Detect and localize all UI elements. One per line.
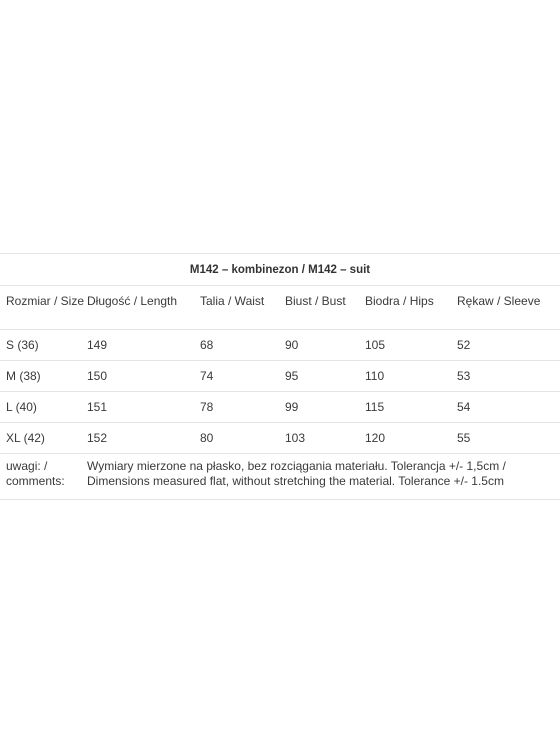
cell-waist: 80	[200, 423, 285, 454]
table-title: M142 – kombinezon / M142 – suit	[0, 254, 560, 286]
cell-size: L (40)	[0, 392, 87, 423]
cell-hips: 115	[365, 392, 457, 423]
comments-row	[0, 454, 560, 500]
size-chart-table	[0, 253, 560, 500]
cell-size: S (36)	[0, 330, 87, 361]
header-waist: Talia / Waist	[200, 286, 285, 330]
cell-sleeve: 53	[457, 361, 560, 392]
cell-sleeve: 54	[457, 392, 560, 423]
table-row	[0, 361, 560, 392]
cell-bust: 95	[285, 361, 365, 392]
cell-bust: 90	[285, 330, 365, 361]
table-header-row	[0, 286, 560, 330]
cell-hips: 105	[365, 330, 457, 361]
header-hips: Biodra / Hips	[365, 286, 457, 330]
header-sleeve: Rękaw / Sleeve	[457, 286, 560, 330]
cell-size: M (38)	[0, 361, 87, 392]
header-bust: Biust / Bust	[285, 286, 365, 330]
cell-hips: 120	[365, 423, 457, 454]
cell-waist: 68	[200, 330, 285, 361]
cell-hips: 110	[365, 361, 457, 392]
table-row	[0, 423, 560, 454]
cell-length: 152	[87, 423, 200, 454]
comments-text: Wymiary mierzone na płasko, bez rozciągania materiału. Tolerancja +/- 1,5cm / Dimensions measured flat, without stretching the material. Tolerance +/- 1.5cm	[87, 454, 560, 500]
cell-waist: 74	[200, 361, 285, 392]
cell-length: 149	[87, 330, 200, 361]
cell-bust: 103	[285, 423, 365, 454]
cell-waist: 78	[200, 392, 285, 423]
cell-sleeve: 52	[457, 330, 560, 361]
cell-size: XL (42)	[0, 423, 87, 454]
cell-sleeve: 55	[457, 423, 560, 454]
cell-bust: 99	[285, 392, 365, 423]
cell-length: 151	[87, 392, 200, 423]
table-row	[0, 392, 560, 423]
header-length: Długość / Length	[87, 286, 200, 330]
table-title-row	[0, 254, 560, 286]
comments-label: uwagi: / comments:	[0, 454, 87, 500]
table-row	[0, 330, 560, 361]
cell-length: 150	[87, 361, 200, 392]
header-size: Rozmiar / Size	[0, 286, 87, 330]
